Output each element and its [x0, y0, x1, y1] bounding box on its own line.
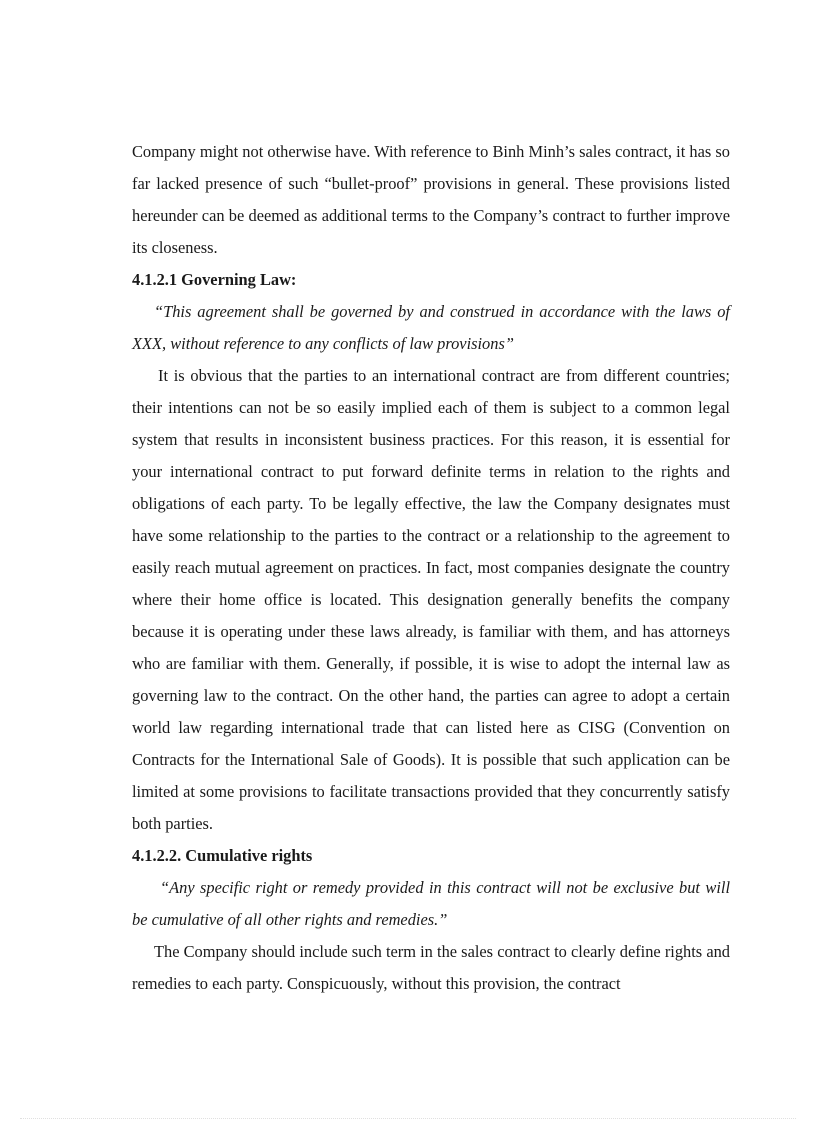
- document-body: [132, 136, 730, 1000]
- section-heading-governing-law: 4.1.2.1 Governing Law:: [132, 270, 297, 289]
- governing-law-body: It is obvious that the parties to an international contract are from different countries; their intentions can not be so easily implied each of them is subject to a common legal system that results in inconsistent business practices. For this reason, it is essential for your international contract to put forward definite terms in relation to the rights and obligations of each party. To be legally effective, the law the Company designates must have some relationship to the parties to the contract or a relationship to the agreement to easily reach mutual agreement on practices. In fact, most companies designate the country where their home office is located. This designation generally benefits the company because it is operating under these laws already, is familiar with them, and has attorneys who are familiar with them. Generally, if possible, it is wise to adopt the internal law as governing law to the contract. On the other hand, the parties can agree to adopt a certain world law regarding international trade that can listed here as CISG (Convention on Contracts for the International Sale of Goods). It is possible that such application can be limited at some provisions to facilitate transactions provided that they concurrently satisfy both parties.: [132, 366, 730, 833]
- cumulative-rights-quote: “Any specific right or remedy provided in this contract will not be exclusive but will be cumulative of all other rights and remedies.”: [132, 878, 730, 929]
- intro-paragraph: Company might not otherwise have. With reference to Binh Minh’s sales contract, it has so far lacked presence of such “bullet-proof” provisions in general. These provisions listed hereunder can be deemed as additional terms to the Company’s contract to further improve its closeness.: [132, 142, 730, 257]
- cumulative-rights-body: The Company should include such term in the sales contract to clearly define rights and remedies to each party. Conspicuously, without this provision, the contract: [132, 942, 730, 993]
- governing-law-quote: “This agreement shall be governed by and construed in accordance with the laws of XXX, without reference to any conflicts of law provisions”: [132, 302, 730, 353]
- section-heading-cumulative-rights: 4.1.2.2. Cumulative rights: [132, 846, 313, 865]
- page-bottom-edge: [20, 1118, 796, 1119]
